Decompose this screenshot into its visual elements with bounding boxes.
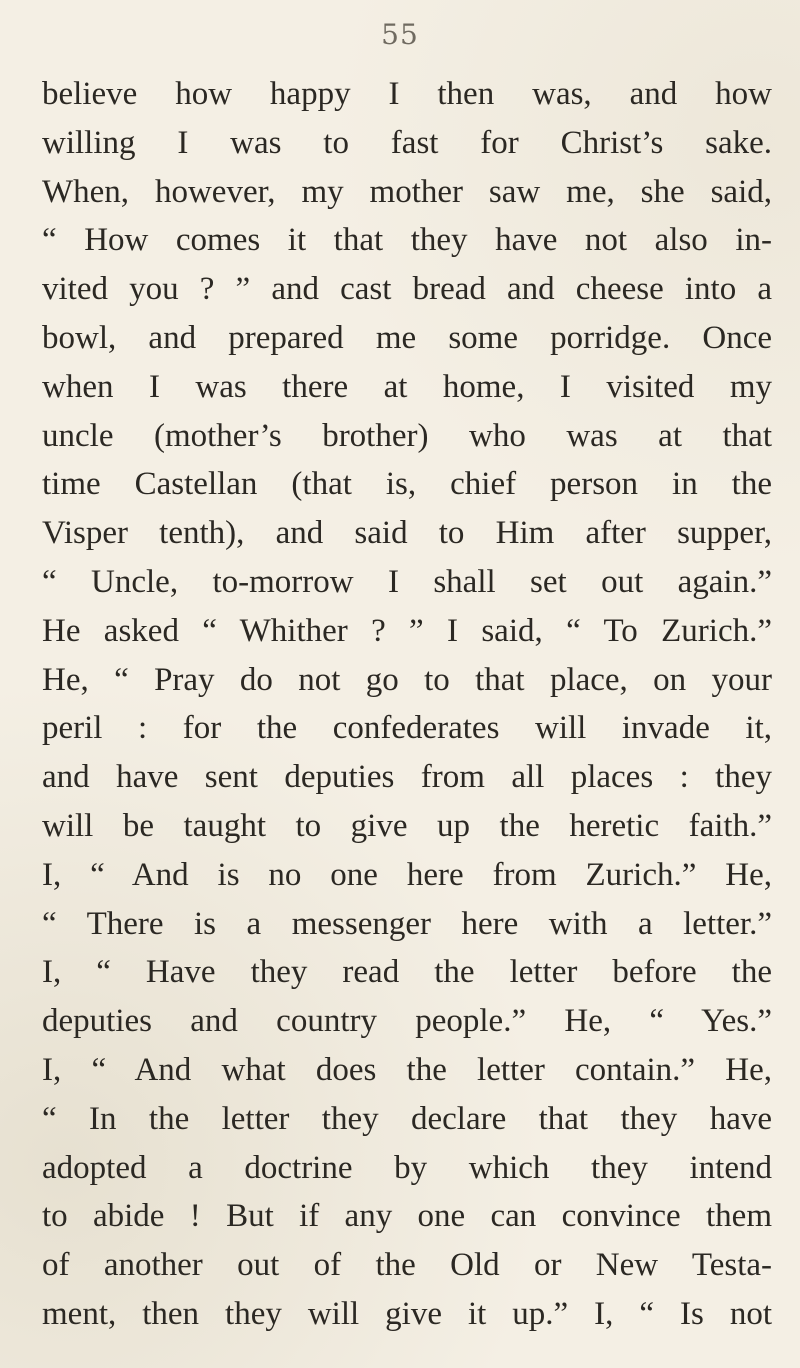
text-line: When, however, my mother saw me, she said, [42,173,772,210]
text-line: will be taught to give up the heretic faith.” [42,807,772,844]
text-line: believe how happy I then was, and how [42,76,772,112]
text-line: of another out of the Old or New Testa- [42,1247,772,1284]
text-line: ment, then they will give it up.” I, “ Is not [42,1295,772,1332]
text-line: when I was there at home, I visited my [42,368,772,405]
text-line: He, “ Pray do not go to that place, on your [42,661,772,698]
text-line: Visper tenth), and said to Him after supper, [42,515,772,552]
text-line: deputies and country people.” He, “ Yes.” [42,1003,772,1040]
text-line: uncle (mother’s brother) who was at that [42,417,772,454]
text-line: peril : for the confederates will invade it, [42,710,772,747]
text-line: I, “ Have they read the letter before the [42,954,772,991]
text-line: adopted a doctrine by which they intend [42,1149,772,1186]
page-number: 55 [381,18,419,51]
text-line: vited you ? ” and cast bread and cheese into a [42,271,772,308]
text-line: time Castellan (that is, chief person in the [42,466,772,503]
text-line: to abide ! But if any one can convince them [42,1198,772,1235]
text-line: I, “ And what does the letter contain.” He, [42,1051,772,1088]
text-line: and have sent deputies from all places : they [42,759,772,796]
text-line: willing I was to fast for Christ’s sake. [42,124,772,161]
text-line: “ In the letter they declare that they have [42,1100,772,1137]
text-line: “ How comes it that they have not also in- [42,222,772,259]
text-line: He asked “ Whither ? ” I said, “ To Zurich.” [42,612,772,649]
body-text [42,70,772,1339]
text-line: bowl, and prepared me some porridge. Once [42,319,772,356]
text-line: “ There is a messenger here with a letter.” [42,905,772,942]
text-line: “ Uncle, to-morrow I shall set out again.” [42,563,772,600]
text-line: I, “ And is no one here from Zurich.” He, [42,856,772,893]
